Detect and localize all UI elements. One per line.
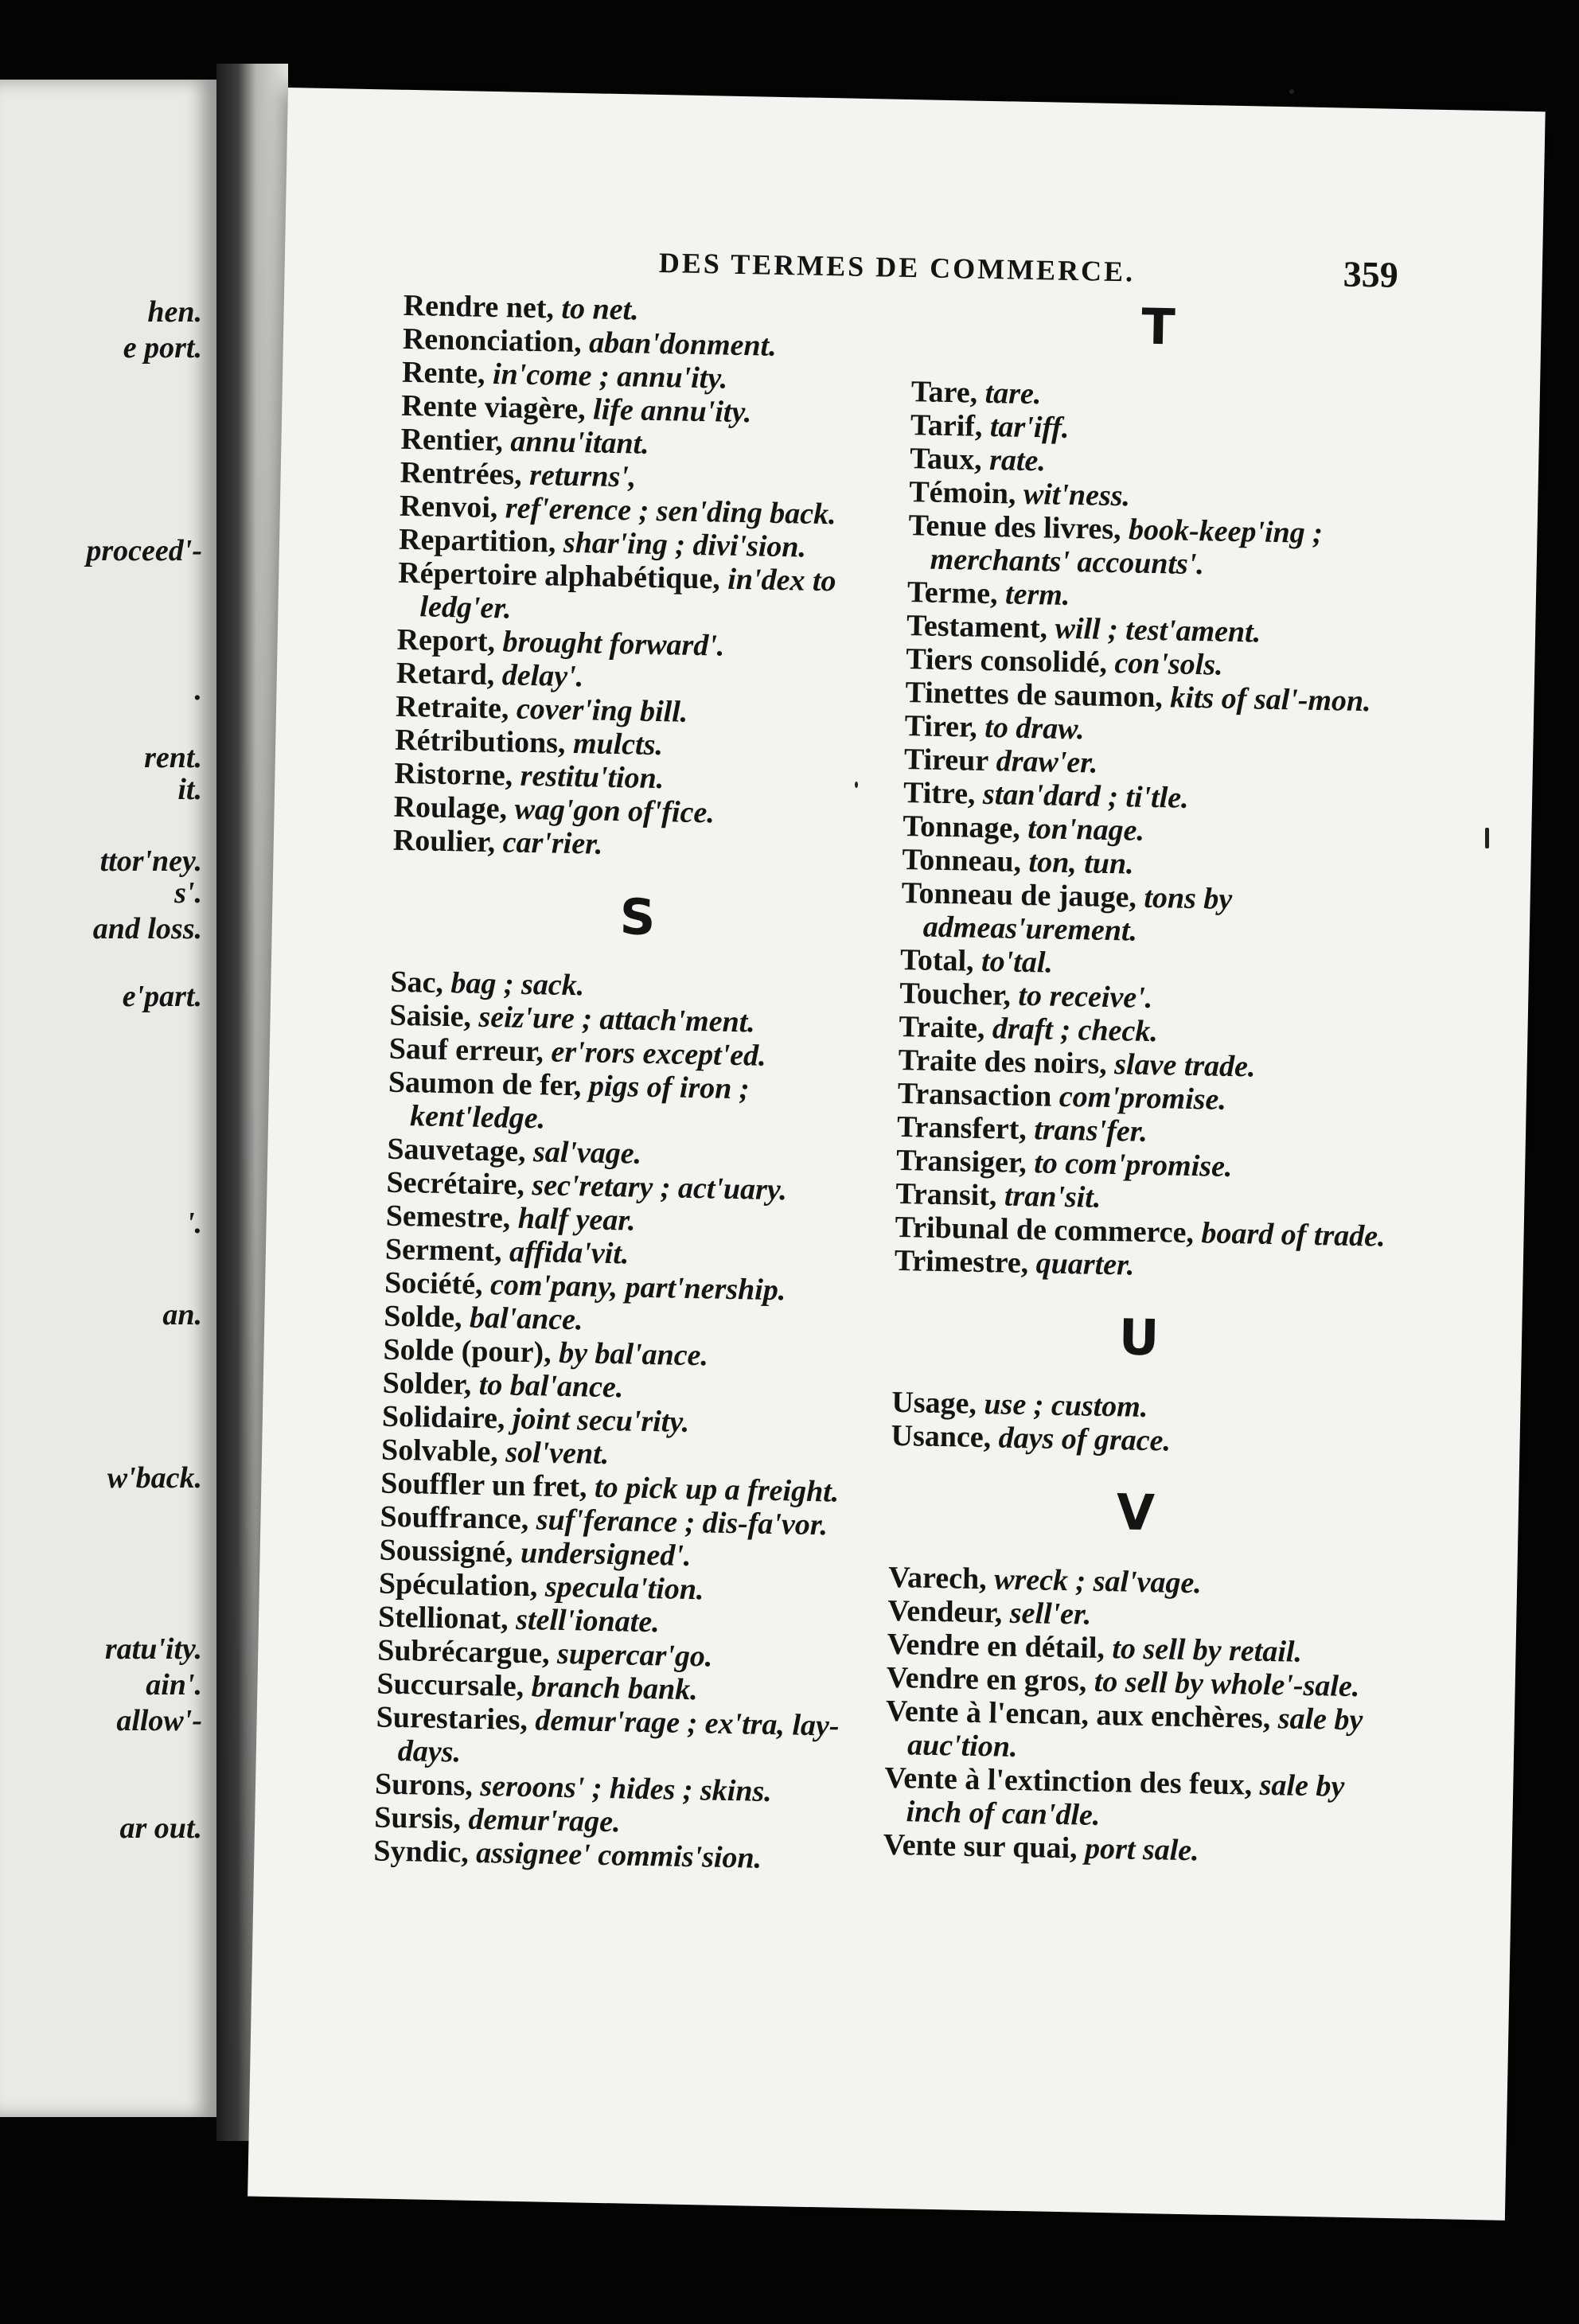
letter-heading-t: T bbox=[1140, 297, 1178, 357]
entry-translation: to sell by whole'-sale. bbox=[1094, 1664, 1360, 1704]
entry-term: Tonneau de jauge, bbox=[901, 875, 1137, 914]
entry-translation: life annu'ity. bbox=[592, 392, 752, 430]
entry-translation: will ; test'ament. bbox=[1055, 611, 1261, 649]
entry-term: Ristorne, bbox=[394, 756, 513, 793]
entry-translation: tar'iff. bbox=[989, 410, 1070, 445]
entry-translation: demur'rage ; ex'tra, lay-days. bbox=[397, 1703, 840, 1769]
left-page-fragment: proceed'- bbox=[86, 534, 202, 567]
entry-term: Repartition, bbox=[398, 522, 556, 560]
entry-term: Vente sur quai, bbox=[883, 1827, 1078, 1866]
left-page-fragment: e port. bbox=[123, 331, 202, 365]
entry-translation: book-keep'ing ; merchants' accounts'. bbox=[930, 513, 1324, 582]
entry-translation: to draw. bbox=[984, 710, 1086, 747]
entry-term: Tribunal de commerce, bbox=[895, 1210, 1195, 1250]
entry-term: Transit, bbox=[895, 1176, 997, 1213]
entry-term: Sac, bbox=[390, 965, 444, 1000]
entry-translation: com'promise. bbox=[1059, 1079, 1227, 1117]
entry-term: Témoin, bbox=[908, 475, 1016, 511]
entry-term: Tenue des livres, bbox=[908, 509, 1122, 547]
entry-term: Solidaire, bbox=[381, 1399, 505, 1436]
entry-translation: term. bbox=[1004, 577, 1070, 612]
entry-term: Semestre, bbox=[385, 1199, 511, 1235]
entry-term: Roulage, bbox=[393, 790, 508, 826]
entry-translation: draft ; check. bbox=[992, 1012, 1159, 1049]
entry-term: Société, bbox=[384, 1265, 484, 1301]
entry-term: Syndic, bbox=[373, 1834, 470, 1870]
left-page-fragment: w'back. bbox=[107, 1461, 202, 1495]
entry-translation: kits of sal'-mon. bbox=[1169, 680, 1372, 719]
entry-translation: to net. bbox=[561, 291, 640, 327]
entry-translation: days of grace. bbox=[998, 1421, 1172, 1458]
left-page-fragment: ttor'ney. bbox=[99, 844, 202, 878]
entry-translation: demur'rage. bbox=[468, 1802, 621, 1839]
dust-speck bbox=[855, 782, 858, 788]
entry-translation: stell'ionate. bbox=[515, 1602, 661, 1640]
entry-term: Vendeur, bbox=[887, 1593, 1003, 1630]
entry-translation: joint secu'rity. bbox=[512, 1402, 690, 1439]
entry-translation: to pick up a freight. bbox=[594, 1470, 840, 1509]
dictionary-entry bbox=[901, 876, 1395, 953]
entry-translation: affida'vit. bbox=[509, 1234, 630, 1271]
entry-term: Rente viagère, bbox=[400, 388, 587, 427]
entry-translation: com'pany, part'nership. bbox=[489, 1268, 786, 1308]
entry-term: Toucher, bbox=[899, 976, 1012, 1012]
entry-translation: wreck ; sal'vage. bbox=[993, 1562, 1203, 1601]
entry-translation: cover'ing bill. bbox=[516, 692, 688, 729]
entry-translation: seroons' ; hides ; skins. bbox=[480, 1769, 773, 1809]
entry-translation: bag ; sack. bbox=[450, 966, 585, 1003]
left-page bbox=[0, 80, 216, 2117]
entry-translation: sell'er. bbox=[1009, 1596, 1092, 1632]
entry-term: Solder, bbox=[382, 1366, 472, 1402]
entry-translation: pigs of iron ; kent'ledge. bbox=[409, 1069, 750, 1136]
entry-term: Transiger, bbox=[895, 1143, 1027, 1180]
entry-term: Roulier, bbox=[392, 823, 496, 860]
entry-term: Traite des noirs, bbox=[898, 1043, 1108, 1081]
entry-translation: brought forward'. bbox=[502, 625, 725, 663]
entry-translation: sal'vage. bbox=[532, 1135, 642, 1171]
entry-translation: wit'ness. bbox=[1023, 477, 1131, 513]
entry-term: Tonneau, bbox=[902, 842, 1022, 879]
entry-term: Souffrance, bbox=[380, 1499, 529, 1537]
entry-term: Secrétaire, bbox=[386, 1165, 525, 1202]
letter-heading-s: S bbox=[619, 887, 658, 947]
entry-term: Souffler un fret, bbox=[380, 1466, 588, 1504]
entry-term: Traite, bbox=[899, 1009, 985, 1046]
entry-translation: to com'promise. bbox=[1033, 1146, 1233, 1184]
left-page-fragment: an. bbox=[162, 1298, 202, 1332]
entry-translation: specula'tion. bbox=[544, 1569, 704, 1607]
entry-term: Succursale, bbox=[376, 1667, 524, 1704]
left-page-fragment: s'. bbox=[174, 876, 202, 910]
entry-term: Tarif, bbox=[910, 408, 983, 443]
entry-translation: supercar'go. bbox=[556, 1636, 713, 1674]
entry-term: Transfert, bbox=[896, 1109, 1027, 1147]
dictionary-entry bbox=[883, 1761, 1378, 1838]
left-page-fragment: e'part. bbox=[122, 980, 202, 1013]
left-page-fragment: rent. bbox=[144, 741, 202, 774]
entry-translation: bal'ance. bbox=[469, 1300, 583, 1337]
entry-translation: by bal'ance. bbox=[558, 1336, 709, 1373]
entry-term: Tare, bbox=[910, 375, 978, 410]
entry-term: Tireur bbox=[903, 743, 989, 778]
entry-term: Rentrées, bbox=[400, 455, 523, 492]
dictionary-entry bbox=[907, 509, 1402, 585]
entry-term: Sauvetage, bbox=[387, 1132, 526, 1168]
entry-translation: to sell by retail. bbox=[1112, 1632, 1303, 1669]
entry-term: Transaction bbox=[897, 1076, 1052, 1113]
entry-translation: stan'dard ; ti'tle. bbox=[982, 777, 1190, 815]
entry-translation: in'come ; annu'ity. bbox=[492, 357, 728, 396]
left-page-fragment: it. bbox=[177, 773, 202, 806]
entry-term: Retard, bbox=[396, 656, 495, 692]
entry-translation: half year. bbox=[517, 1201, 636, 1238]
entry-translation: ref'erence ; sen'ding back. bbox=[505, 491, 837, 532]
entry-translation: rate. bbox=[988, 443, 1047, 478]
entry-translation: sec'retary ; act'uary. bbox=[532, 1168, 788, 1207]
entry-translation: undersigned'. bbox=[520, 1535, 692, 1573]
left-page-fragment: ar out. bbox=[119, 1811, 202, 1845]
entry-term: Testament, bbox=[906, 609, 1048, 645]
entry-term: Rendre net, bbox=[403, 288, 555, 326]
entry-translation: in'dex to ledg'er. bbox=[419, 562, 836, 626]
entry-translation: con'sols. bbox=[1114, 646, 1224, 682]
right-column bbox=[883, 297, 1406, 1871]
dust-speck bbox=[1485, 828, 1489, 848]
entry-translation: to receive'. bbox=[1018, 978, 1153, 1016]
entry-term: Terme, bbox=[906, 575, 998, 611]
entry-translation: draw'er. bbox=[996, 744, 1098, 780]
left-page-fragment: '. bbox=[185, 1207, 202, 1240]
entry-translation: slave trade. bbox=[1113, 1047, 1256, 1084]
entry-translation: tran'sit. bbox=[1004, 1179, 1101, 1215]
entry-translation: port sale. bbox=[1084, 1831, 1200, 1868]
entry-translation: mulcts. bbox=[572, 727, 664, 762]
entry-translation: aban'donment. bbox=[588, 326, 778, 363]
entry-term: Solde (pour), bbox=[383, 1332, 552, 1370]
entry-translation: tare. bbox=[984, 376, 1042, 411]
entry-list-t bbox=[894, 375, 1405, 1287]
entry-translation: to'tal. bbox=[981, 944, 1054, 980]
entry-list-s bbox=[373, 965, 884, 1878]
entry-translation: sale by inch of can'dle. bbox=[906, 1768, 1345, 1832]
entry-list-v bbox=[883, 1561, 1382, 1871]
entry-term: Saumon de fer, bbox=[388, 1065, 582, 1103]
entry-term: Soussigné, bbox=[379, 1533, 514, 1569]
entry-translation: shar'ing ; divi'sion. bbox=[563, 525, 807, 564]
entry-translation: use ; custom. bbox=[984, 1387, 1148, 1425]
entry-translation: assignee' commis'sion. bbox=[475, 1835, 762, 1875]
entry-term: Sauf erreur, bbox=[388, 1031, 544, 1069]
dictionary-entry bbox=[376, 1701, 870, 1777]
left-page-fragment: allow'- bbox=[116, 1704, 202, 1737]
entry-term: Trimestre, bbox=[894, 1243, 1029, 1281]
dictionary-entry bbox=[885, 1694, 1379, 1771]
dust-speck bbox=[1289, 89, 1294, 94]
entry-term: Tiers consolidé, bbox=[905, 642, 1108, 680]
entry-term: Titre, bbox=[903, 776, 976, 811]
entry-term: Solde, bbox=[383, 1299, 462, 1335]
left-page-fragment: ratu'ity. bbox=[104, 1632, 202, 1666]
left-page-fragment: and loss. bbox=[92, 912, 202, 946]
entry-term: Total, bbox=[899, 942, 975, 978]
entry-translation: tons by admeas'urement. bbox=[922, 880, 1233, 948]
entry-translation: trans'fer. bbox=[1033, 1113, 1148, 1148]
right-page bbox=[248, 88, 1546, 2221]
entry-term: Subrécargue, bbox=[376, 1633, 551, 1671]
entry-term: Report, bbox=[396, 622, 496, 659]
dictionary-entry bbox=[388, 1066, 882, 1142]
entry-term: Varech, bbox=[887, 1560, 988, 1597]
entry-term: Vente à l'extinction des feux, bbox=[883, 1761, 1253, 1802]
entry-translation: returns', bbox=[528, 458, 637, 494]
entry-term: Surons, bbox=[374, 1767, 474, 1803]
entry-translation: suf'ferance ; dis-fa'vor. bbox=[536, 1503, 828, 1542]
entry-term: Stellionat, bbox=[377, 1600, 509, 1636]
entry-term: Tirer, bbox=[904, 709, 978, 744]
entry-term: Spéculation, bbox=[378, 1566, 538, 1604]
entry-translation: delay'. bbox=[501, 658, 584, 694]
entry-term: Usage, bbox=[891, 1385, 977, 1421]
entry-translation: wag'gon of'fice. bbox=[514, 792, 715, 830]
left-page-fragment: ain'. bbox=[146, 1668, 202, 1702]
entry-term: Renvoi, bbox=[399, 489, 498, 525]
left-page-fragment: . bbox=[194, 673, 202, 707]
dictionary-entry bbox=[397, 556, 891, 633]
entry-term: Vendre en gros, bbox=[886, 1660, 1087, 1698]
entry-term: Vendre en détail, bbox=[887, 1627, 1105, 1666]
entry-translation: restitu'tion. bbox=[520, 758, 665, 796]
page-number: 359 bbox=[1343, 253, 1399, 295]
entry-term: Serment, bbox=[384, 1232, 503, 1269]
entry-term: Rentier, bbox=[400, 422, 504, 458]
letter-heading-u: U bbox=[1118, 1308, 1161, 1367]
entry-translation: to bal'ance. bbox=[478, 1367, 624, 1405]
entry-translation: er'rors except'ed. bbox=[551, 1035, 767, 1073]
entry-translation: sol'vent. bbox=[505, 1435, 610, 1472]
entry-translation: annu'itant. bbox=[510, 424, 650, 461]
entry-translation: branch bank. bbox=[531, 1670, 699, 1707]
entry-translation: ton'nage. bbox=[1027, 812, 1145, 848]
entry-term: Retraite, bbox=[395, 689, 509, 726]
entry-translation: ton, tun. bbox=[1028, 845, 1135, 881]
entry-term: Rétributions, bbox=[394, 723, 566, 760]
left-page-fragment: hen. bbox=[147, 295, 202, 329]
entry-term: Rente, bbox=[401, 355, 486, 391]
entry-term: Vente à l'encan, aux enchères, bbox=[885, 1694, 1271, 1736]
entry-term: Taux, bbox=[909, 442, 983, 477]
entry-term: Surestaries, bbox=[376, 1700, 528, 1737]
entry-term: Tinettes de saumon, bbox=[905, 676, 1164, 715]
entry-list-u bbox=[891, 1386, 1385, 1462]
running-head: DES TERMES DE COMMERCE. bbox=[658, 246, 1136, 288]
entry-translation: sale by auc'tion. bbox=[906, 1702, 1363, 1764]
entry-translation: car'rier. bbox=[502, 825, 603, 861]
entry-term: Répertoire alphabétique, bbox=[397, 556, 721, 596]
left-column bbox=[373, 289, 897, 1878]
entry-term: Sursis, bbox=[373, 1800, 462, 1836]
entry-term: Solvable, bbox=[380, 1433, 499, 1469]
letter-heading-v: V bbox=[1116, 1483, 1157, 1542]
entry-term: Renonciation, bbox=[402, 322, 583, 360]
entry-translation: seiz'ure ; attach'ment. bbox=[478, 1000, 756, 1039]
entry-term: Tonnage, bbox=[902, 809, 1021, 845]
entry-term: Saisie, bbox=[389, 998, 472, 1034]
entry-translation: board of trade. bbox=[1201, 1216, 1386, 1254]
entry-term: Usance, bbox=[891, 1418, 992, 1455]
entry-list-r bbox=[392, 289, 897, 867]
entry-translation: quarter. bbox=[1035, 1246, 1135, 1282]
